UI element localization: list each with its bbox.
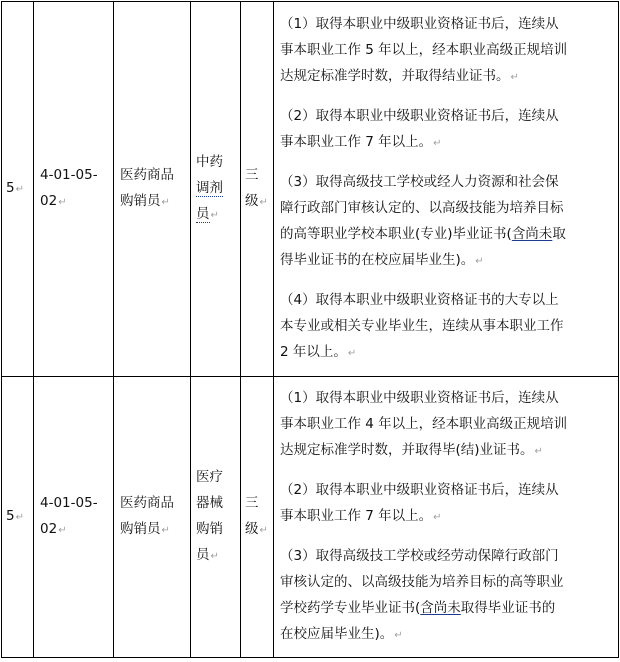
requirement-line: 事本职业工作 5 年以上，经本职业高级正规培训 — [280, 42, 568, 58]
requirement-line: （1）取得本职业中级职业资格证书后，连续从 — [280, 390, 559, 406]
occupation-name-cell — [114, 377, 191, 658]
job-title-cell — [191, 377, 241, 658]
requirement-line: （3）取得高级技工学校或经劳动保障行政部门 — [280, 548, 559, 564]
level-cell-line: 级↵ — [245, 193, 268, 209]
job-title-cell-line — [196, 175, 240, 201]
job-title-cell-line: 医疗 — [196, 469, 223, 485]
requirement-line: （1）取得本职业中级职业资格证书后，连续从 — [280, 16, 559, 32]
occupation-code-cell-line: 02↵ — [40, 521, 67, 537]
paragraph-mark-icon: ↵ — [259, 525, 268, 536]
requirements-cell — [274, 2, 619, 377]
occupation-code-cell-line: 4-01-05- — [40, 167, 98, 183]
requirement-line: 事本职业工作 7 年以上。↵ — [280, 134, 442, 150]
paragraph-mark-icon: ↵ — [394, 630, 403, 641]
requirement-line: 本专业或相关专业毕业生，连续从事本职业工作 — [280, 318, 564, 334]
level-cell-line: 级↵ — [245, 521, 268, 537]
paragraph-mark-icon: ↵ — [510, 72, 519, 83]
requirement-line: （2）取得本职业中级职业资格证书后，连续从 — [280, 482, 559, 498]
paragraph-mark-icon: ↵ — [534, 446, 543, 457]
table-row — [2, 2, 619, 377]
requirement-line: （4）取得本职业中级职业资格证书的大专以上 — [280, 292, 559, 308]
row-number-cell — [2, 2, 34, 377]
underlined-text: 含尚未 — [511, 226, 553, 242]
level-cell — [241, 2, 274, 377]
table-body — [2, 2, 619, 658]
requirement-paragraph — [280, 11, 614, 91]
requirement-line: 的高等职业学校本职业(专业)毕业证书(含尚未取 — [280, 226, 566, 242]
row-number: 5↵ — [6, 180, 24, 196]
occupation-name-cell-line: 购销员↵ — [120, 521, 170, 537]
row-number-cell — [2, 377, 34, 658]
level-cell — [241, 377, 274, 658]
requirement-line: （3）取得高级技工学校或经人力资源和社会保 — [280, 174, 559, 190]
table-row — [2, 377, 619, 658]
job-title-cell-line: 员↵ — [196, 547, 219, 563]
requirement-line: 事本职业工作 4 年以上，经本职业高级正规培训 — [280, 416, 568, 432]
paragraph-mark-icon: ↵ — [347, 348, 357, 359]
paragraph-mark-icon: ↵ — [58, 197, 67, 208]
paragraph-mark-icon: ↵ — [161, 197, 170, 208]
underlined-text: 含尚未 — [420, 600, 461, 616]
underlined-text: 调剂 — [196, 180, 223, 196]
job-title-cell-line — [196, 201, 240, 229]
requirement-line: 审核认定的、以高级技能为培养目标的高等职业 — [280, 574, 564, 590]
requirement-paragraph — [280, 543, 614, 649]
paragraph-mark-icon: ↵ — [15, 184, 24, 195]
requirement-line: 2 年以上。↵ — [280, 344, 357, 360]
paragraph-mark-icon: ↵ — [433, 138, 442, 149]
level-cell-line: 三 — [245, 167, 259, 183]
requirement-paragraph — [280, 103, 614, 157]
occupation-code-cell — [34, 2, 114, 377]
requirement-line: 障行政部门审核认定的、以高级技能为培养目标 — [280, 200, 564, 216]
requirement-line: 达规定标准学时数，并取得结业证书。↵ — [280, 68, 519, 84]
requirement-line: 在校应届毕业生)。↵ — [280, 626, 403, 642]
paragraph-mark-icon: ↵ — [161, 525, 170, 536]
job-title-cell — [191, 2, 241, 377]
paragraph-mark-icon: ↵ — [475, 256, 484, 267]
requirement-paragraph — [280, 477, 614, 531]
requirements-cell — [274, 377, 619, 658]
occupation-code-cell — [34, 377, 114, 658]
occupation-name-cell-line: 医药商品 — [120, 167, 174, 183]
row-number: 5↵ — [6, 508, 24, 524]
occupation-name-cell — [114, 2, 191, 377]
requirement-line: 事本职业工作 7 年以上。↵ — [280, 508, 442, 524]
paragraph-mark-icon: ↵ — [210, 210, 219, 221]
underlined-text: 员 — [196, 206, 210, 222]
paragraph-mark-icon: ↵ — [433, 512, 442, 523]
requirement-paragraph — [280, 287, 614, 367]
paragraph-mark-icon: ↵ — [15, 512, 24, 523]
requirement-line: 得毕业证书的在校应届毕业生)。↵ — [280, 252, 484, 268]
paragraph-mark-icon: ↵ — [58, 525, 67, 536]
requirement-line: 达规定标准学时数，并取得毕(结)业证书。↵ — [280, 442, 543, 458]
occupation-name-cell-line: 医药商品 — [120, 495, 174, 511]
occupation-name-cell-line: 购销员↵ — [120, 193, 170, 209]
qualification-table — [1, 1, 619, 658]
paragraph-mark-icon: ↵ — [259, 197, 268, 208]
requirement-line: （2）取得本职业中级职业资格证书后，连续从 — [280, 108, 559, 124]
requirement-paragraph — [280, 169, 614, 275]
level-cell-line: 三 — [245, 495, 259, 511]
requirement-line: 学校药学专业毕业证书(含尚未取得毕业证书的 — [280, 600, 556, 616]
requirement-paragraph — [280, 385, 614, 465]
job-title-cell-line: 器械 — [196, 495, 223, 511]
occupation-code-cell-line: 4-01-05- — [40, 495, 98, 511]
job-title-cell-line: 购销 — [196, 521, 223, 537]
job-title-cell-line: 中药 — [196, 154, 223, 170]
paragraph-mark-icon: ↵ — [210, 551, 219, 562]
occupation-code-cell-line: 02↵ — [40, 193, 67, 209]
